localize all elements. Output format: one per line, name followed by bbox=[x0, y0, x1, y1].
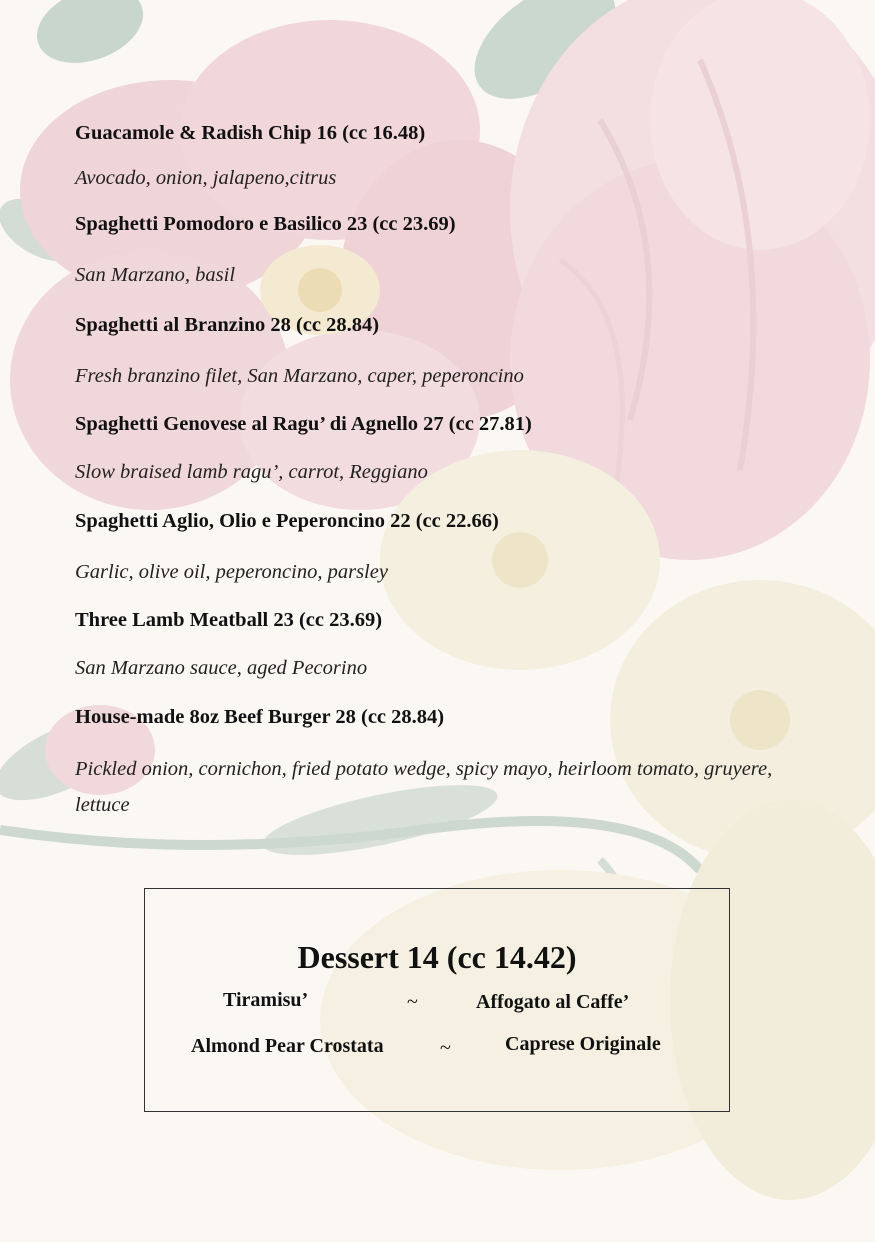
dessert-box bbox=[144, 888, 730, 1112]
menu-item-name: Spaghetti Genovese al Ragu’ di Agnello 27 (cc 27.81) bbox=[75, 413, 532, 435]
menu-item-description: Slow braised lamb ragu’, carrot, Reggiano bbox=[75, 461, 428, 483]
dessert-item: Affogato al Caffe’ bbox=[476, 991, 630, 1013]
menu-item-description: Avocado, onion, jalapeno,citrus bbox=[75, 167, 337, 189]
menu-item-description: San Marzano, basil bbox=[75, 264, 236, 286]
menu-item-name: Spaghetti Pomodoro e Basilico 23 (cc 23.69) bbox=[75, 213, 456, 235]
menu-item-description: Garlic, olive oil, peperoncino, parsley bbox=[75, 561, 388, 583]
dessert-item: Almond Pear Crostata bbox=[191, 1035, 384, 1057]
menu-item-name: Guacamole & Radish Chip 16 (cc 16.48) bbox=[75, 122, 426, 144]
menu-item-name: Three Lamb Meatball 23 (cc 23.69) bbox=[75, 609, 383, 631]
menu-item-name: Spaghetti al Branzino 28 (cc 28.84) bbox=[75, 314, 380, 336]
dessert-separator: ~ bbox=[440, 1037, 451, 1059]
dessert-item: Tiramisu’ bbox=[223, 989, 309, 1011]
dessert-separator: ~ bbox=[407, 991, 418, 1013]
dessert-title: Dessert 14 (cc 14.42) bbox=[297, 939, 577, 975]
menu-item-name: House-made 8oz Beef Burger 28 (cc 28.84) bbox=[75, 706, 445, 728]
menu-item-description: San Marzano sauce, aged Pecorino bbox=[75, 657, 368, 679]
menu-item-description: Fresh branzino filet, San Marzano, caper, peperoncino bbox=[75, 365, 524, 387]
dessert-item: Caprese Originale bbox=[505, 1033, 661, 1055]
menu-item-description: Pickled onion, cornichon, fried potato wedge, spicy mayo, heirloom tomato, gruyere, lettuce bbox=[75, 758, 773, 816]
menu-item-name: Spaghetti Aglio, Olio e Peperoncino 22 (cc 22.66) bbox=[75, 510, 499, 532]
